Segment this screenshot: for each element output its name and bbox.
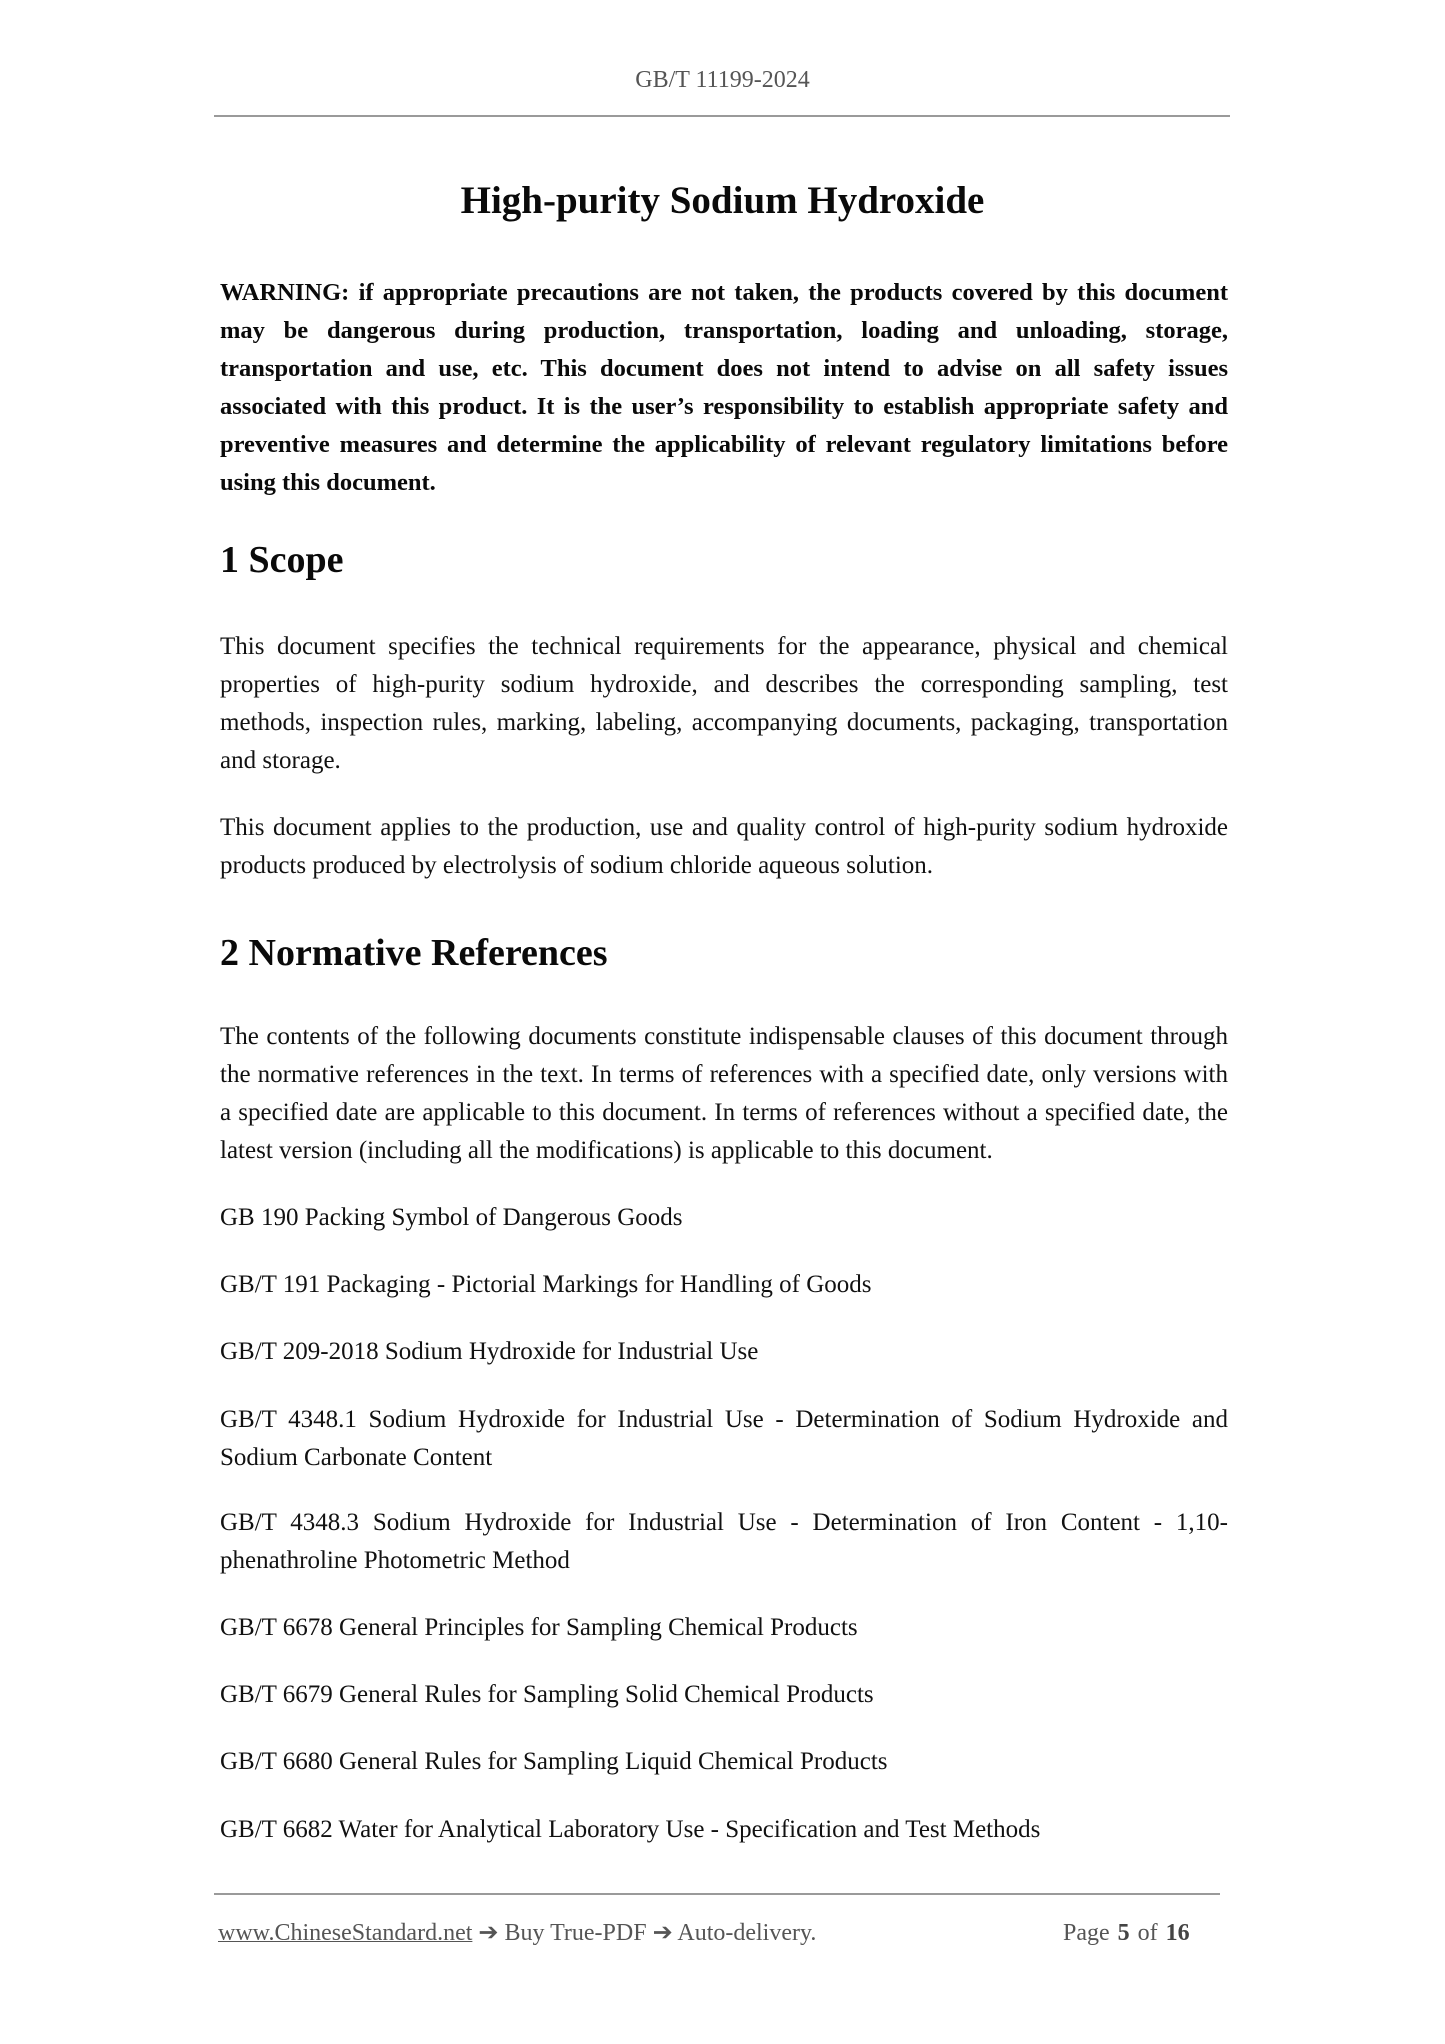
section-heading-scope: 1 Scope	[220, 539, 344, 581]
document-title: High-purity Sodium Hydroxide	[460, 179, 985, 222]
footer-promo	[218, 1917, 816, 1949]
header-divider	[214, 115, 1230, 117]
reference-item-gbt-209: GB/T 209-2018 Sodium Hydroxide for Industrial Use	[220, 1338, 759, 1365]
chinesestandard-link[interactable]: www.ChineseStandard.net	[218, 1920, 473, 1946]
arrow-right-icon: ➔	[652, 1920, 673, 1946]
reference-item-gbt-4348-3: GB/T 4348.3 Sodium Hydroxide for Industrial Use - Determination of Iron Content - 1,10-phenathroline Photometric Method	[220, 1509, 1228, 1574]
reference-item-gbt-6678: GB/T 6678 General Principles for Sampling Chemical Products	[220, 1614, 858, 1641]
footer-step-buy: Buy True-PDF	[504, 1920, 647, 1946]
footer-divider	[214, 1893, 1220, 1895]
of-label: of	[1137, 1920, 1158, 1946]
page-indicator	[1063, 1917, 1223, 1949]
scope-paragraph-1: This document specifies the technical requirements for the appearance, physical and chemical properties of high-purity sodium hydroxide, and describes the corresponding sampling, test methods, inspection rules, marking, labeling, accompanying documents, packaging, transportation and storage.	[220, 633, 1228, 774]
reference-item-gb-190: GB 190 Packing Symbol of Dangerous Goods	[220, 1204, 683, 1231]
reference-item-gbt-6680: GB/T 6680 General Rules for Sampling Liquid Chemical Products	[220, 1748, 888, 1775]
arrow-right-icon: ➔	[478, 1920, 499, 1946]
footer-step-delivery: Auto-delivery.	[677, 1920, 817, 1946]
reference-item-gbt-4348-1: GB/T 4348.1 Sodium Hydroxide for Industrial Use - Determination of Sodium Hydroxide and Sodium Carbonate Content	[220, 1406, 1228, 1471]
scope-paragraph-2: This document applies to the production, use and quality control of high-purity sodium hydroxide products produced by electrolysis of sodium chloride aqueous solution.	[220, 814, 1228, 879]
reference-item-gbt-6679: GB/T 6679 General Rules for Sampling Solid Chemical Products	[220, 1681, 874, 1708]
page-label: Page	[1063, 1920, 1110, 1946]
reference-item-gbt-191: GB/T 191 Packaging - Pictorial Markings for Handling of Goods	[220, 1271, 872, 1298]
reference-item-gbt-6682: GB/T 6682 Water for Analytical Laboratory Use - Specification and Test Methods	[220, 1816, 1041, 1843]
total-pages-number: 16	[1165, 1920, 1190, 1946]
section-heading-normative-references: 2 Normative References	[220, 932, 608, 974]
warning-paragraph: WARNING: if appropriate precautions are not taken, the products covered by this document may be dangerous during production, transportation, loading and unloading, storage, transportation and use, etc. This document does not intend to advise on all safety issues associated with this product. It is the user’s responsibility to establish appropriate safety and preventive measures and determine the applicability of relevant regulatory limitations before using this document.	[220, 279, 1228, 496]
current-page-number: 5	[1117, 1920, 1130, 1946]
normative-references-intro: The contents of the following documents constitute indispensable clauses of this document through the normative references in the text. In terms of references with a specified date, only versions with a specified date are applicable to this document. In terms of references without a specified date, the latest version (including all the modifications) is applicable to this document.	[220, 1023, 1228, 1164]
running-header-standard-code: GB/T 11199-2024	[635, 67, 810, 93]
